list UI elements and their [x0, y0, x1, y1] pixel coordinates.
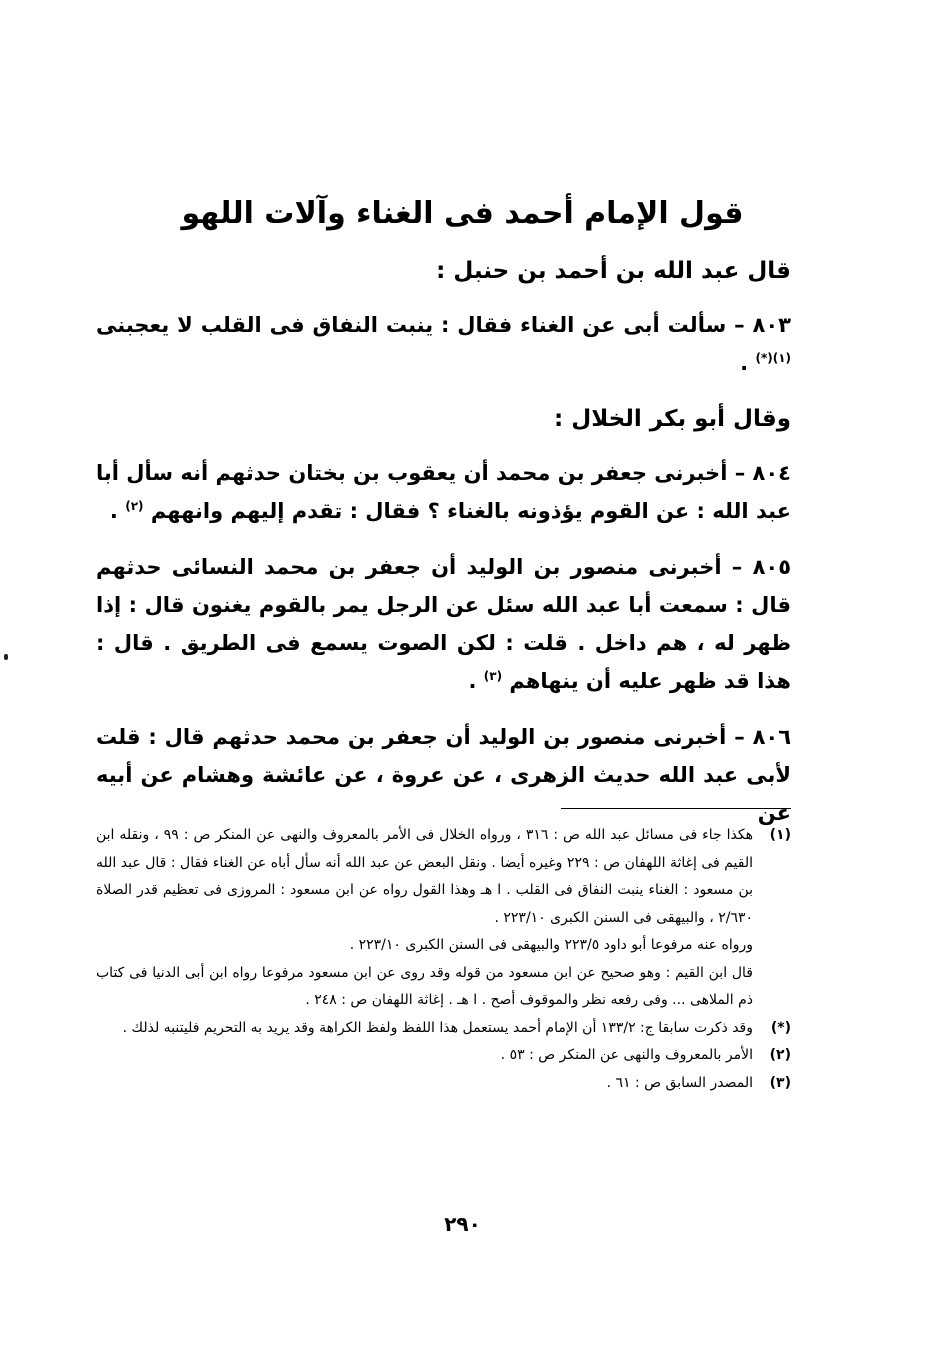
footnote-marker: (*) — [770, 1019, 791, 1036]
footnote-1 — [96, 822, 791, 932]
footnote-1-continuation: قال ابن القيم : وهو صحيح عن ابن مسعود من قوله وقد روى عن ابن مسعود مرفوعا رواه ابن أبى الدنيا فى كتاب ذم الملاهى ... وفى رفعه نظر والموقوف أصح . ا هـ . إغاثة اللهفان ص : ٢٤٨ . — [96, 964, 753, 1008]
section-heading-khallal: وقال أبو بكر الخلال : — [554, 406, 791, 432]
paragraph-805 — [96, 548, 791, 700]
paragraph-803 — [96, 306, 791, 382]
paragraph-text: أخبرنى جعفر بن محمد أن يعقوب بن بختان حدثهم أنه سأل أبا عبد الله : عن القوم يؤذونه بالغناء ؟ فقال : تقدم إليهم وانههم — [96, 461, 791, 523]
footnote-text: وقد ذكرت سابقا ج: ١٣٣/٢ أن الإمام أحمد يستعمل هذا اللفظ ولفظ الكراهة وقد يريد به التحريم فليتنبه لذلك . — [122, 1019, 753, 1036]
page-title: قول الإمام أحمد فى الغناء وآلات اللهو — [181, 196, 744, 231]
paragraph-end: . — [740, 351, 749, 375]
footnote-marker: (٢) — [769, 1047, 791, 1063]
paragraph-text: أخبرنى منصور بن الوليد أن جعفر بن محمد حدثهم قال : قلت لأبى عبد الله حديث الزهرى ، عن عروة ، عن عائشة وهشام عن أبيه عن — [96, 725, 791, 825]
footnote-marker: (٣) — [769, 1074, 791, 1091]
footnote-divider — [561, 808, 791, 809]
footnote-3 — [96, 1070, 791, 1098]
paragraph-804 — [96, 454, 791, 530]
footnote-2 — [96, 1042, 791, 1070]
paragraph-end: . — [109, 499, 118, 523]
paragraph-number: ٨٠٣ – — [734, 313, 791, 337]
footnote-reference[interactable]: (١)(*) — [755, 351, 791, 365]
paragraph-text: أخبرنى منصور بن الوليد أن جعفر بن محمد النسائى حدثهم قال : سمعت أبا عبد الله سئل عن الرجل يمر بالقوم يغنون قال : إذا ظهر له ، هم داخل . قلت : لكن الصوت يسمع فى الطريق . قال : هذا قد ظهر عليه أن ينهاهم — [96, 555, 791, 693]
scan-speck — [4, 654, 8, 660]
footnote-text: هكذا جاء فى مسائل عبد الله ص : ٣١٦ ، ورواه الخلال فى الأمر بالمعروف والنهى عن المنكر ص : ٩٩ ، ونقله ابن القيم فى إغاثة اللهفان ص : ٢٢٩ وغيره أيضا . ونقل البعض عن عبد الله أنه سأل أباه عن الغناء فقال : قال عبد الله بن مسعود : الغناء ينبت النفاق فى القلب . ا هـ وهذا القول رواه عن ابن مسعود : المروزى فى تعظيم قدر الصلاة ٢/٦٣٠ ، والبيهقى فى السنن الكبرى ٢٢٣/١٠ . — [96, 827, 753, 926]
footnote-star — [96, 1015, 791, 1043]
footnote-reference[interactable]: (٢) — [125, 499, 144, 513]
paragraph-end: . — [468, 669, 477, 693]
footnote-text: المصدر السابق ص : ٦١ . — [606, 1074, 753, 1091]
footnote-text: الأمر بالمعروف والنهى عن المنكر ص : ٥٣ . — [500, 1047, 753, 1063]
footnote-1-continuation: ورواه عنه مرفوعا أبو داود ٢٢٣/٥ والبيهقى فى السنن الكبرى ٢٢٣/١٠ . — [349, 937, 753, 953]
paragraph-text: سألت أبى عن الغناء فقال : ينبت النفاق فى القلب لا يعجبنى — [96, 313, 727, 337]
footnote-reference[interactable]: (٣) — [483, 669, 503, 683]
footnote-marker: (١) — [769, 827, 791, 843]
paragraph-number: ٨٠٥ – — [731, 555, 792, 579]
footnotes — [96, 822, 791, 1097]
main-text — [96, 252, 791, 850]
paragraph-number: ٨٠٤ – — [734, 461, 791, 485]
page-number: ٢٩٠ — [444, 1212, 481, 1236]
paragraph-806 — [96, 718, 791, 832]
paragraph-number: ٨٠٦ – — [734, 725, 792, 749]
section-heading-abdullah: قال عبد الله بن أحمد بن حنبل : — [436, 258, 791, 284]
